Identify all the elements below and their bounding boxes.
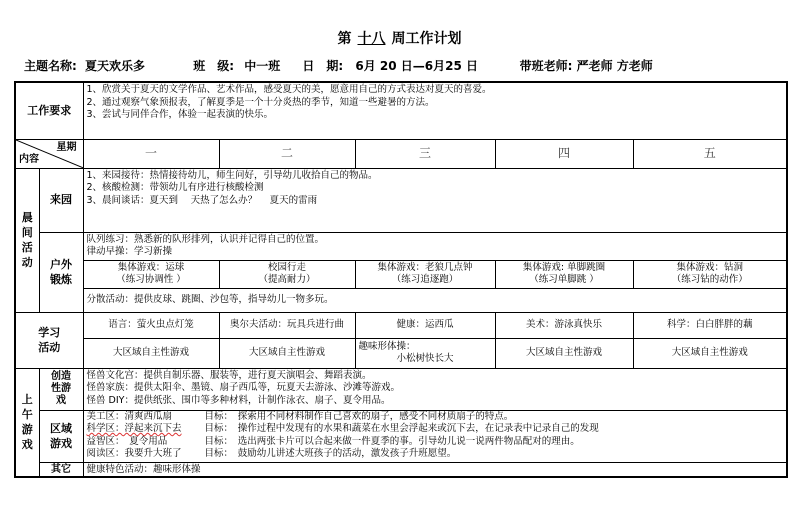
morning-label bbox=[15, 168, 39, 312]
creative-line: 怪兽文化宫：提供自制乐器、服装等，进行夏天演唱会、舞蹈表演。 bbox=[86, 369, 372, 381]
free-play-title: 趣味形体操： bbox=[358, 340, 416, 352]
game-title: 集体游戏：钻洞 bbox=[676, 261, 744, 273]
study-label bbox=[15, 312, 83, 368]
outdoor-top-content bbox=[83, 232, 787, 260]
free-play-4: 大区域自主性游戏 bbox=[495, 338, 633, 368]
theme-value: 夏天欢乐多 bbox=[85, 59, 146, 73]
lessons-row bbox=[15, 312, 787, 338]
area-item bbox=[84, 423, 787, 436]
game-5 bbox=[633, 260, 787, 288]
scatter-content: 分散活动：提供皮球、跳圈、沙包等，指导幼儿一物多玩。 bbox=[83, 288, 787, 312]
requirements-content bbox=[83, 82, 787, 139]
area-label-text: 区域游戏 bbox=[50, 422, 72, 450]
game-title: 校园行走 bbox=[267, 261, 306, 273]
teacher-value: 严老师 方老师 bbox=[576, 59, 653, 73]
area-goal: 目标： 选出两张卡片可以合起来做一件夏季的事。引导幼儿说一说两件物品配对的理由。 bbox=[204, 435, 580, 447]
free-play-1: 大区域自主性游戏 bbox=[83, 338, 219, 368]
title-prefix: 第 bbox=[337, 31, 352, 47]
lesson-5: 科学：白白胖胖的藕 bbox=[633, 312, 787, 338]
requirement-line: 3、尝试与同伴合作，体验一起表演的快乐。 bbox=[86, 109, 274, 120]
requirements-label: 工作要求 bbox=[15, 82, 83, 139]
forenoon-label-text: 上午游戏 bbox=[21, 393, 33, 452]
plan-header bbox=[24, 57, 794, 74]
area-name: 益智区： 夏令用品 bbox=[86, 435, 168, 447]
teacher-label: 带班老师: bbox=[519, 59, 573, 73]
creative-row bbox=[15, 368, 787, 410]
area-goal: 目标： 操作过程中发现有的水果和蔬菜在水里会浮起来或沉下去，在记录表中记录自己的发现 bbox=[204, 423, 599, 434]
requirement-line: 1、欣赏关于夏天的文学作品、艺术作品，感受夏天的美，愿意用自己的方式表达对夏天的喜爱。 bbox=[86, 84, 492, 95]
lesson-1: 语言：萤火虫点灯笼 bbox=[83, 312, 219, 338]
lesson-2: 奥尔夫活动：玩具兵进行曲 bbox=[219, 312, 355, 338]
arrival-line: 1、来园接待：热情接待幼儿，师生问好，引导幼儿收拾自己的物品。 bbox=[86, 169, 378, 181]
games-row bbox=[15, 260, 787, 288]
day-1: 一 bbox=[83, 139, 219, 168]
game-2 bbox=[219, 260, 355, 288]
creative-content bbox=[83, 368, 787, 410]
game-goal: （练习单脚跳 ） bbox=[529, 274, 599, 285]
free-play-2: 大区域自主性游戏 bbox=[219, 338, 355, 368]
title-suffix: 周工作计划 bbox=[391, 31, 462, 47]
day-3: 三 bbox=[355, 139, 495, 168]
forenoon-label bbox=[15, 368, 39, 477]
area-item bbox=[84, 436, 787, 449]
game-goal: （练习协调性 ） bbox=[116, 274, 186, 285]
free-play-extra: 小松树快长大 bbox=[396, 353, 454, 364]
date-label: 日 期: bbox=[302, 59, 344, 73]
other-label: 其它 bbox=[39, 462, 83, 477]
creative-label-text: 创造性游戏 bbox=[51, 371, 71, 406]
arrival-row bbox=[15, 168, 787, 232]
area-goal: 目标： 鼓励幼儿讲述大班孩子的活动，激发孩子升班愿望。 bbox=[204, 448, 457, 459]
study-label-text: 学习活动 bbox=[38, 326, 61, 354]
class-value: 中一班 bbox=[244, 59, 281, 73]
area-name: 科学区：浮起来沉下去 bbox=[86, 423, 182, 434]
title-week: 十八 bbox=[357, 31, 386, 47]
free-play-row bbox=[15, 338, 787, 368]
weekday-row bbox=[15, 139, 787, 168]
game-title: 集体游戏：老狼几点钟 bbox=[377, 261, 473, 273]
arrival-label: 来园 bbox=[39, 168, 83, 232]
page-title bbox=[0, 28, 799, 48]
class-label: 班 级: bbox=[193, 59, 234, 73]
day-2: 二 bbox=[219, 139, 355, 168]
area-item bbox=[84, 411, 787, 424]
game-1 bbox=[83, 260, 219, 288]
requirements-row bbox=[15, 82, 787, 139]
game-title: 集体游戏：运球 bbox=[117, 261, 185, 273]
game-goal: （练习钻的动作） bbox=[671, 274, 748, 285]
other-row bbox=[15, 462, 787, 477]
lesson-3: 健康：运西瓜 bbox=[355, 312, 495, 338]
weekday-corner bbox=[15, 139, 83, 168]
date-value: 6月 20 日—6月25 日 bbox=[355, 59, 479, 73]
game-title: 集体游戏: 单脚跳圈 bbox=[522, 261, 606, 273]
outdoor-line: 律动早操：学习新操 bbox=[86, 246, 173, 257]
outdoor-line: 队列练习：熟悉新的队形排列，认识并记得自己的位置。 bbox=[86, 233, 325, 245]
area-item bbox=[84, 448, 787, 461]
theme-label: 主题名称: bbox=[24, 59, 77, 73]
area-content bbox=[83, 410, 787, 462]
creative-line: 怪兽 DIY：提供纸张、围巾等多种材料，计制作泳衣、扇子、夏令用品。 bbox=[86, 394, 391, 406]
arrival-content bbox=[83, 168, 787, 232]
area-goal: 目标： 探索用不同材料制作自己喜欢的扇子，感受不同材质扇子的特点。 bbox=[204, 410, 514, 422]
arrival-line: 3、晨间谈话：夏天到 天热了怎么办？ 夏天的雷雨 bbox=[86, 194, 318, 206]
weekly-plan-table bbox=[14, 81, 788, 478]
area-label bbox=[39, 410, 83, 462]
game-3 bbox=[355, 260, 495, 288]
creative-label bbox=[39, 368, 83, 410]
outdoor-label bbox=[39, 232, 83, 312]
content-label: 内容 bbox=[19, 154, 39, 165]
outdoor-top-row bbox=[15, 232, 787, 260]
outdoor-label-text: 户外锻炼 bbox=[50, 258, 72, 286]
free-play-3 bbox=[355, 338, 495, 368]
game-goal: （提高耐力） bbox=[258, 274, 316, 285]
morning-label-text: 晨间活动 bbox=[21, 211, 33, 269]
free-play-5: 大区域自主性游戏 bbox=[633, 338, 787, 368]
creative-line: 怪兽家族：提供太阳伞、墨镜、扇子西瓜等，玩夏天去游泳、沙滩等游戏。 bbox=[86, 382, 401, 393]
requirement-line: 2、通过观察气象预报表，了解夏季是一个十分炎热的季节，知道一些避暑的方法。 bbox=[86, 96, 435, 108]
lesson-4: 美术：游泳真快乐 bbox=[495, 312, 633, 338]
area-name: 阅读区：我要升大班了 bbox=[86, 448, 182, 459]
game-goal: （练习追逐跑） bbox=[391, 274, 459, 285]
scatter-row bbox=[15, 288, 787, 312]
day-5: 五 bbox=[633, 139, 787, 168]
area-row bbox=[15, 410, 787, 462]
game-4 bbox=[495, 260, 633, 288]
star-label: 星期 bbox=[56, 141, 77, 153]
other-content: 健康特色活动：趣味形体操 bbox=[83, 462, 787, 477]
arrival-line: 2、核酸检测：带领幼儿有序进行核酸检测 bbox=[86, 182, 264, 193]
area-name: 美工区：清爽西瓜扇 bbox=[86, 410, 173, 422]
day-4: 四 bbox=[495, 139, 633, 168]
